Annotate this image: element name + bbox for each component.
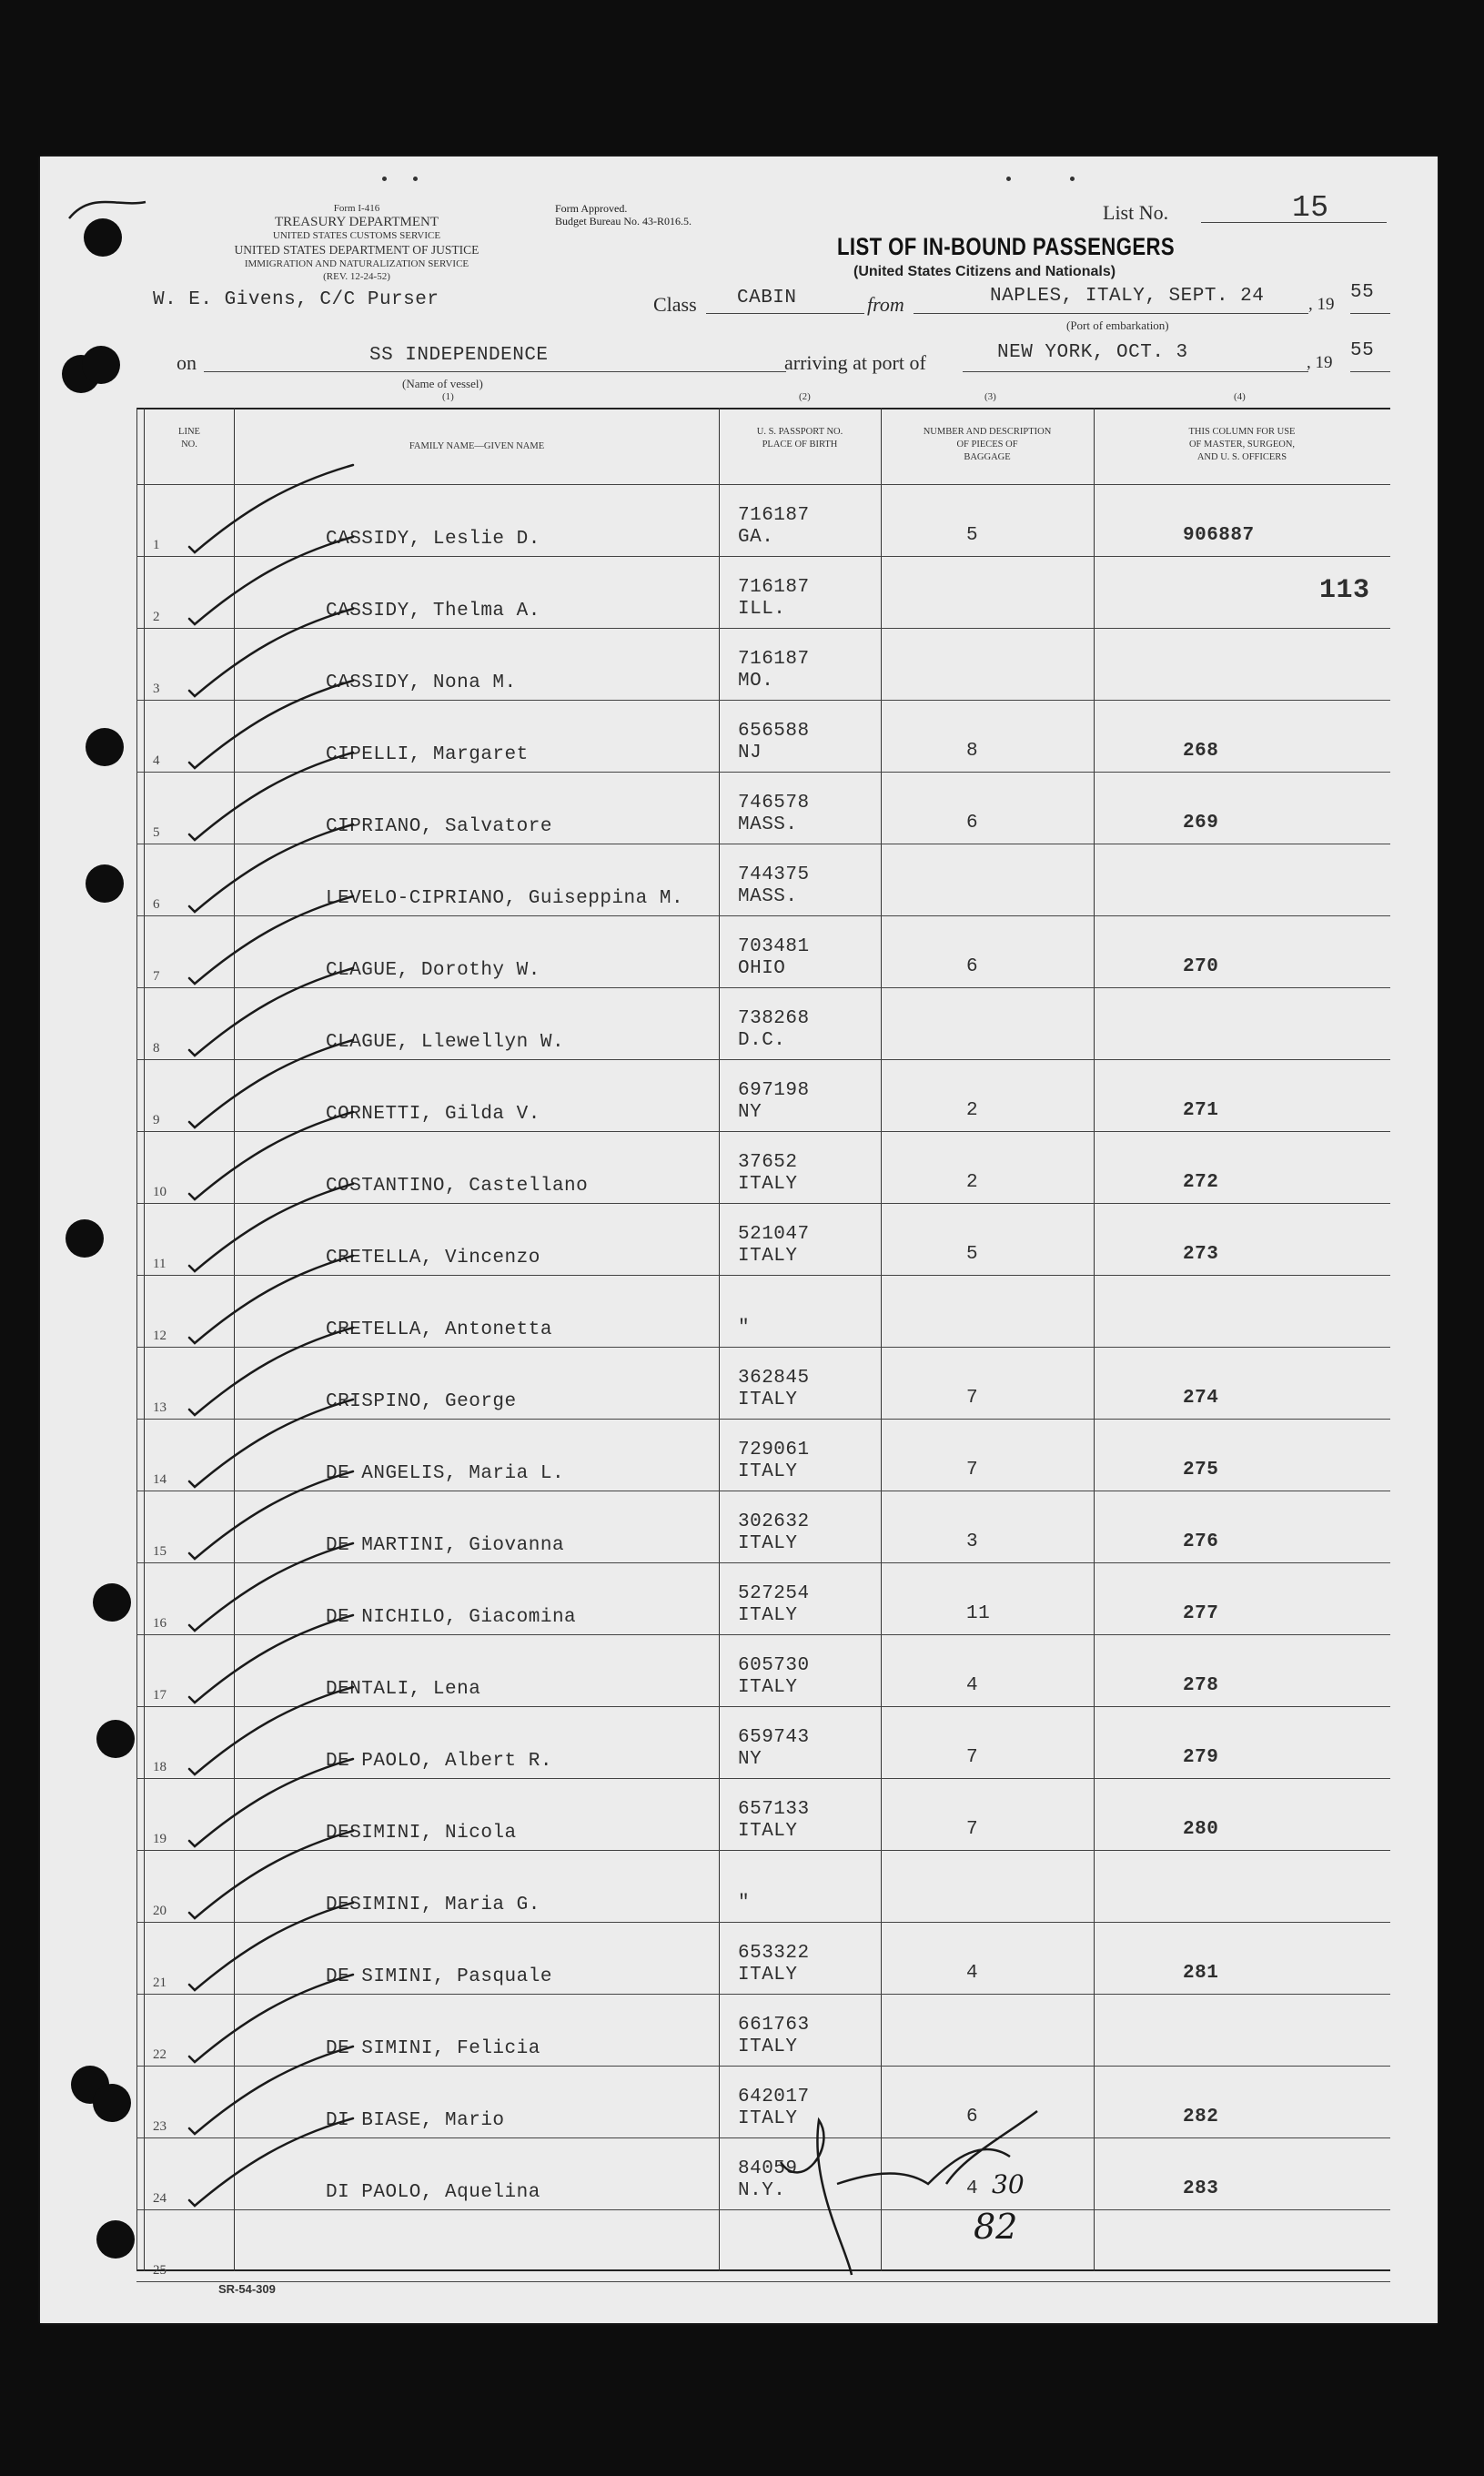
- budget-bureau: Budget Bureau No. 43-R016.5.: [555, 215, 692, 227]
- place-of-birth: ITALY: [738, 1533, 798, 1554]
- baggage-count: 6: [966, 2107, 979, 2127]
- check-tick: [189, 1256, 353, 1343]
- passport-number: 527254: [738, 1583, 810, 1604]
- baggage-count: 5: [966, 1244, 979, 1265]
- passport-number: 362845: [738, 1368, 810, 1389]
- passenger-name: COSTANTINO, Castellano: [326, 1176, 589, 1197]
- footer-code: SR-54-309: [218, 2282, 276, 2296]
- baggage-count: 7: [966, 1819, 979, 1840]
- list-no-label: List No.: [1103, 201, 1169, 224]
- place-of-birth: ITALY: [738, 1174, 798, 1195]
- arrival-port: NEW YORK, OCT. 3: [997, 342, 1188, 363]
- passenger-name: CORNETTI, Gilda V.: [326, 1104, 540, 1125]
- passport-number: 302632: [738, 1511, 810, 1532]
- place-of-birth: ITALY: [738, 1246, 798, 1267]
- officer-number: 273: [1183, 1244, 1219, 1265]
- check-tick: [189, 1040, 353, 1127]
- officer-number: 906887: [1183, 525, 1255, 546]
- check-tick: [189, 2046, 353, 2134]
- col-num-2: (2): [799, 391, 811, 402]
- baggage-count: 6: [966, 813, 979, 834]
- check-tick: [189, 1831, 353, 1918]
- passport-number: 521047: [738, 1224, 810, 1245]
- passenger-name: DE MARTINI, Giovanna: [326, 1535, 565, 1556]
- passenger-name: CIPELLI, Margaret: [326, 744, 529, 765]
- line-number: 21: [153, 1976, 167, 1990]
- passenger-name: CRETELLA, Vincenzo: [326, 1248, 540, 1268]
- baggage-count: 4: [966, 2178, 979, 2199]
- officer-number: 282: [1183, 2107, 1219, 2127]
- passport-number: 716187: [738, 649, 810, 670]
- baggage-count: 2: [966, 1172, 979, 1193]
- line-number: 18: [153, 1760, 167, 1774]
- corner-pen-mark: [69, 202, 146, 218]
- place-of-birth: ": [738, 1893, 751, 1914]
- check-tick: [189, 1615, 353, 1703]
- line-number: 13: [153, 1400, 167, 1415]
- passenger-name: DI BIASE, Mario: [326, 2110, 505, 2131]
- year-value-1: 55: [1350, 282, 1375, 303]
- check-tick: [189, 1328, 353, 1415]
- year-prefix-1: , 19: [1308, 295, 1335, 314]
- officer-number: 270: [1183, 956, 1219, 977]
- col-header-name: FAMILY NAME—GIVEN NAME: [409, 441, 545, 451]
- place-of-birth: NJ: [738, 743, 762, 763]
- class-label: Class: [653, 293, 697, 316]
- line-number: 20: [153, 1904, 167, 1918]
- line-number: 5: [153, 825, 160, 840]
- customs-service: UNITED STATES CUSTOMS SERVICE: [272, 230, 441, 241]
- line-number: 14: [153, 1472, 167, 1487]
- baggage-count: 8: [966, 741, 979, 762]
- list-no-value: 15: [1292, 191, 1329, 225]
- place-of-birth: ITALY: [738, 2108, 798, 2129]
- passenger-name: CASSIDY, Thelma A.: [326, 601, 540, 622]
- place-of-birth: MASS.: [738, 814, 798, 835]
- line-number: 22: [153, 2047, 167, 2062]
- check-tick: [189, 896, 353, 984]
- line-number: 12: [153, 1329, 167, 1343]
- passenger-name: DESIMINI, Maria G.: [326, 1895, 540, 1915]
- passport-number: 605730: [738, 1655, 810, 1676]
- check-tick: [189, 1759, 353, 1846]
- passport-number: 716187: [738, 577, 810, 598]
- passport-number: 729061: [738, 1440, 810, 1460]
- line-number: 8: [153, 1041, 160, 1056]
- check-tick: [189, 968, 353, 1056]
- place-of-birth: ": [738, 1318, 751, 1339]
- handwritten-note-a: 30: [992, 2169, 1025, 2199]
- passport-number: 738268: [738, 1008, 810, 1029]
- treasury-department: TREASURY DEPARTMENT: [274, 215, 439, 229]
- embarkation-note: (Port of embarkation): [1066, 318, 1169, 332]
- line-number: 19: [153, 1832, 167, 1846]
- passport-number: 697198: [738, 1080, 810, 1101]
- place-of-birth: ITALY: [738, 1965, 798, 1986]
- place-of-birth: OHIO: [738, 958, 786, 979]
- line-number: 16: [153, 1616, 167, 1631]
- col-num-3: (3): [984, 391, 996, 402]
- justice-department: UNITED STATES DEPARTMENT OF JUSTICE: [234, 243, 480, 257]
- line-number: 7: [153, 969, 160, 984]
- officer-number: 283: [1183, 2178, 1219, 2199]
- place-of-birth: NY: [738, 1102, 762, 1123]
- place-of-birth: ITALY: [738, 1461, 798, 1482]
- officer-number: 268: [1183, 741, 1219, 762]
- passenger-name: CLAGUE, Dorothy W.: [326, 960, 540, 981]
- col-header-baggage: NUMBER AND DESCRIPTION OF PIECES OF BAGGAGE: [923, 427, 1052, 462]
- check-tick: [189, 1400, 353, 1487]
- baggage-count: 3: [966, 1531, 979, 1552]
- check-tick: [189, 1543, 353, 1631]
- line-number: 17: [153, 1688, 167, 1703]
- baggage-count: 7: [966, 1747, 979, 1768]
- check-tick: [189, 753, 353, 840]
- ins-service: IMMIGRATION AND NATURALIZATION SERVICE: [244, 258, 469, 269]
- page-title: LIST OF IN-BOUND PASSENGERS: [837, 233, 1176, 260]
- purser-name: W. E. Givens, C/C Purser: [153, 289, 439, 310]
- passenger-name: CASSIDY, Leslie D.: [326, 529, 540, 550]
- passenger-name: DESIMINI, Nicola: [326, 1823, 517, 1844]
- line-number: 6: [153, 897, 160, 912]
- baggage-count: 7: [966, 1388, 979, 1409]
- place-of-birth: N.Y.: [738, 2180, 786, 2201]
- check-tick: [189, 465, 353, 552]
- form-id: Form I-416: [333, 203, 380, 214]
- check-tick: [189, 1184, 353, 1271]
- baggage-count: 4: [966, 1675, 979, 1696]
- place-of-birth: MASS.: [738, 886, 798, 907]
- line-number: 1: [153, 538, 160, 552]
- passenger-name: DE NICHILO, Giacomina: [326, 1607, 577, 1628]
- vessel-note: (Name of vessel): [402, 377, 483, 390]
- passport-number: 642017: [738, 2087, 810, 2107]
- check-tick: [189, 1471, 353, 1559]
- check-tick: [189, 2118, 353, 2206]
- check-tick: [189, 609, 353, 696]
- officer-number: 277: [1183, 1603, 1219, 1624]
- check-tick: [189, 824, 353, 912]
- officer-number: 280: [1183, 1819, 1219, 1840]
- passport-number: 656588: [738, 721, 810, 742]
- line-number: 10: [153, 1185, 167, 1199]
- line-number: 4: [153, 753, 160, 768]
- line-number: 11: [153, 1257, 167, 1271]
- passenger-name: DENTALI, Lena: [326, 1679, 481, 1700]
- passenger-name: DI PAOLO, Aquelina: [326, 2182, 540, 2203]
- passenger-name: DE PAOLO, Albert R.: [326, 1751, 552, 1772]
- place-of-birth: ILL.: [738, 599, 786, 620]
- handwritten-note-b: 82: [974, 2207, 1018, 2247]
- baggage-count: 4: [966, 1963, 979, 1984]
- officer-number: 279: [1183, 1747, 1219, 1768]
- check-tick: [189, 681, 353, 768]
- passport-number: 744375: [738, 864, 810, 885]
- line-number: 2: [153, 610, 160, 624]
- place-of-birth: ITALY: [738, 2036, 798, 2057]
- check-tick: [189, 1112, 353, 1199]
- form-approved: Form Approved.: [555, 202, 628, 215]
- passenger-name: CASSIDY, Nona M.: [326, 672, 517, 693]
- passport-number: 653322: [738, 1943, 810, 1964]
- passport-number: 84059: [738, 2158, 798, 2179]
- passenger-name: DE SIMINI, Pasquale: [326, 1966, 552, 1987]
- place-of-birth: NY: [738, 1749, 762, 1770]
- passport-number: 657133: [738, 1799, 810, 1820]
- line-number: 23: [153, 2119, 167, 2134]
- baggage-count: 6: [966, 956, 979, 977]
- passenger-name: DE ANGELIS, Maria L.: [326, 1463, 565, 1484]
- check-tick: [189, 1687, 353, 1774]
- officer-number: 281: [1183, 1963, 1219, 1984]
- place-of-birth: ITALY: [738, 1605, 798, 1626]
- passport-number: 659743: [738, 1727, 810, 1748]
- place-of-birth: GA.: [738, 527, 774, 548]
- line-number: 15: [153, 1544, 167, 1559]
- baggage-count: 2: [966, 1100, 979, 1121]
- place-of-birth: ITALY: [738, 1677, 798, 1698]
- revision-date: (REV. 12-24-52): [323, 271, 390, 282]
- officer-number: 269: [1183, 813, 1219, 834]
- baggage-count: 7: [966, 1460, 979, 1481]
- officer-number: 272: [1183, 1172, 1219, 1193]
- officer-number: 278: [1183, 1675, 1219, 1696]
- place-of-birth: MO.: [738, 671, 774, 692]
- from-label: from: [867, 293, 904, 316]
- line-number: 3: [153, 682, 160, 696]
- passport-number: 746578: [738, 793, 810, 814]
- passenger-name: DE SIMINI, Felicia: [326, 2038, 540, 2059]
- place-of-birth: ITALY: [738, 1821, 798, 1842]
- check-tick: [189, 1903, 353, 1990]
- passenger-name: CRETELLA, Antonetta: [326, 1319, 552, 1340]
- officer-number: 274: [1183, 1388, 1219, 1409]
- class-value: CABIN: [737, 288, 797, 308]
- place-of-birth: ITALY: [738, 1390, 798, 1410]
- arriving-label: arriving at port of: [784, 351, 926, 374]
- line-number: 25: [153, 2263, 167, 2278]
- officer-number: 275: [1183, 1460, 1219, 1481]
- col-num-4: (4): [1234, 391, 1246, 402]
- year-value-2: 55: [1350, 340, 1375, 361]
- check-tick: [189, 1975, 353, 2062]
- passport-number: 661763: [738, 2015, 810, 2036]
- vessel-name: SS INDEPENDENCE: [369, 345, 549, 366]
- col-header-line: LINE NO.: [178, 427, 200, 450]
- col-num-1: (1): [442, 391, 454, 402]
- passport-number: 37652: [738, 1152, 798, 1173]
- check-tick: [189, 537, 353, 624]
- on-label: on: [177, 351, 197, 374]
- line-number: 24: [153, 2191, 167, 2206]
- officer-number: 271: [1183, 1100, 1219, 1121]
- passport-number: 703481: [738, 936, 810, 957]
- line-number: 9: [153, 1113, 160, 1127]
- baggage-count: 5: [966, 525, 979, 546]
- passenger-name: CLAGUE, Llewellyn W.: [326, 1032, 565, 1053]
- col-header-officers: THIS COLUMN FOR USE OF MASTER, SURGEON, AND U. S. OFFICERS: [1188, 427, 1296, 462]
- side-annotation: 113: [1319, 575, 1370, 606]
- embarkation-port: NAPLES, ITALY, SEPT. 24: [990, 286, 1265, 307]
- passport-number: 716187: [738, 505, 810, 526]
- passenger-name: CRISPINO, George: [326, 1391, 517, 1412]
- passenger-name: CIPRIANO, Salvatore: [326, 816, 552, 837]
- page-subtitle: (United States Citizens and Nationals): [853, 264, 1116, 279]
- year-prefix-2: , 19: [1307, 353, 1333, 372]
- col-header-passport: U. S. PASSPORT NO. PLACE OF BIRTH: [756, 427, 843, 450]
- officer-number: 276: [1183, 1531, 1219, 1552]
- passenger-name: LEVELO-CIPRIANO, Guiseppina M.: [326, 888, 684, 909]
- place-of-birth: D.C.: [738, 1030, 786, 1051]
- baggage-count: 11: [966, 1603, 991, 1624]
